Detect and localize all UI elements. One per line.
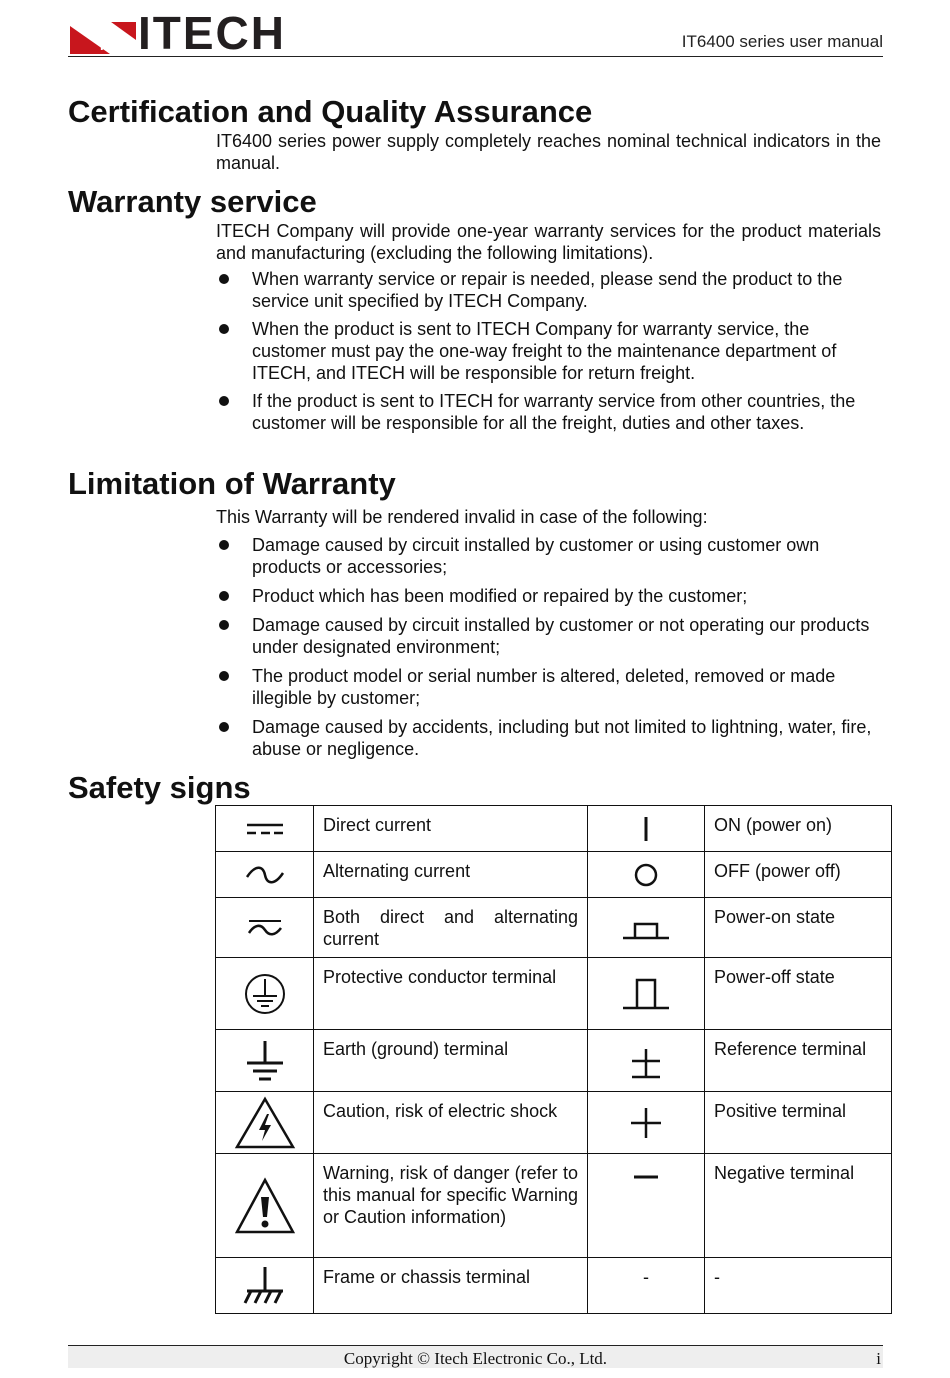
sign-label: Protective conductor terminal xyxy=(314,958,588,1030)
negative-terminal-icon xyxy=(588,1154,705,1258)
bullet-icon xyxy=(219,540,229,550)
power-on-icon xyxy=(588,806,705,852)
safety-heading: Safety signs xyxy=(68,770,251,805)
list-item: If the product is sent to ITECH for warranty service from other countries, the customer will be responsible for all the freight, duties and other taxes. xyxy=(216,390,881,434)
table-row xyxy=(216,806,892,852)
manual-title: IT6400 series user manual xyxy=(681,32,883,51)
earth-ground-icon xyxy=(216,1030,314,1092)
limitation-text: This Warranty will be rendered invalid in case of the following: xyxy=(216,507,708,527)
direct-current-icon xyxy=(216,806,314,852)
certification-heading: Certification and Quality Assurance xyxy=(68,94,593,129)
chassis-terminal-icon xyxy=(216,1258,314,1314)
list-item: Product which has been modified or repaired by the customer; xyxy=(216,585,881,607)
both-dc-ac-icon xyxy=(216,898,314,958)
limitation-bullets xyxy=(216,534,881,760)
protective-conductor-icon xyxy=(216,958,314,1030)
table-row xyxy=(216,1092,892,1154)
sign-label: OFF (power off) xyxy=(705,852,892,898)
sign-label: Warning, risk of danger (refer to this manual for specific Warning or Caution information) xyxy=(314,1154,588,1258)
itech-logo xyxy=(70,7,286,59)
page-header xyxy=(68,7,883,59)
safety-signs-table xyxy=(215,805,892,1314)
sign-label: Reference terminal xyxy=(705,1030,892,1092)
logo-text: ITECH xyxy=(138,7,286,59)
bullet-icon xyxy=(219,324,229,334)
bullet-icon xyxy=(219,396,229,406)
bullet-icon xyxy=(219,671,229,681)
warranty-bullets xyxy=(216,268,881,434)
logo-small-text: ITECH xyxy=(100,38,139,53)
list-item: When warranty service or repair is needed, please send the product to the service unit specified by ITECH Company. xyxy=(216,268,881,312)
sign-label: Negative terminal xyxy=(705,1154,892,1258)
list-item: When the product is sent to ITECH Company for warranty service, the customer must pay the one-way freight to the maintenance department of ITECH, and ITECH will be responsible for return freight. xyxy=(216,318,881,384)
sign-label: Both direct and alternating current xyxy=(314,898,588,958)
sign-label: - xyxy=(705,1258,892,1314)
page-number: i xyxy=(876,1349,881,1368)
page-footer xyxy=(68,1345,883,1368)
sign-label: Alternating current xyxy=(314,852,588,898)
warranty-heading: Warranty service xyxy=(68,184,317,219)
sign-label: Power-off state xyxy=(705,958,892,1030)
table-row xyxy=(216,958,892,1030)
sign-label: Earth (ground) terminal xyxy=(314,1030,588,1092)
bullet-icon xyxy=(219,722,229,732)
power-off-icon xyxy=(588,852,705,898)
power-off-state-icon xyxy=(588,958,705,1030)
bullet-icon xyxy=(219,591,229,601)
copyright-text: Copyright © Itech Electronic Co., Ltd. xyxy=(343,1349,608,1368)
list-item: Damage caused by accidents, including but not limited to lightning, water, fire, abuse or negligence. xyxy=(216,716,881,760)
danger-warning-icon xyxy=(216,1154,314,1258)
warranty-text: ITECH Company will provide one-year warranty services for the product materials and manufacturing (excluding the following limitations). xyxy=(216,221,881,263)
bullet-icon xyxy=(219,274,229,284)
logo-flag-icon xyxy=(70,14,139,54)
list-item: The product model or serial number is altered, deleted, removed or made illegible by customer; xyxy=(216,665,881,709)
sign-label: Frame or chassis terminal xyxy=(314,1258,588,1314)
certification-text: IT6400 series power supply completely reaches nominal technical indicators in the manual. xyxy=(216,131,881,173)
sign-label: Positive terminal xyxy=(705,1092,892,1154)
table-row xyxy=(216,852,892,898)
positive-terminal-icon xyxy=(588,1092,705,1154)
list-item: Damage caused by circuit installed by customer or using customer own products or accessories; xyxy=(216,534,881,578)
table-row xyxy=(216,1030,892,1092)
electric-shock-warning-icon xyxy=(216,1092,314,1154)
sign-label: Caution, risk of electric shock xyxy=(314,1092,588,1154)
sign-label: Direct current xyxy=(314,806,588,852)
bullet-icon xyxy=(219,620,229,630)
sign-label: ON (power on) xyxy=(705,806,892,852)
table-row xyxy=(216,898,892,958)
limitation-heading: Limitation of Warranty xyxy=(68,466,396,501)
sign-label: Power-on state xyxy=(705,898,892,958)
table-row xyxy=(216,1154,892,1258)
reference-terminal-icon xyxy=(588,1030,705,1092)
power-on-state-icon xyxy=(588,898,705,958)
empty-symbol-cell: - xyxy=(588,1258,705,1314)
table-row xyxy=(216,1258,892,1314)
list-item: Damage caused by circuit installed by customer or not operating our products under designated environment; xyxy=(216,614,881,658)
alternating-current-icon xyxy=(216,852,314,898)
